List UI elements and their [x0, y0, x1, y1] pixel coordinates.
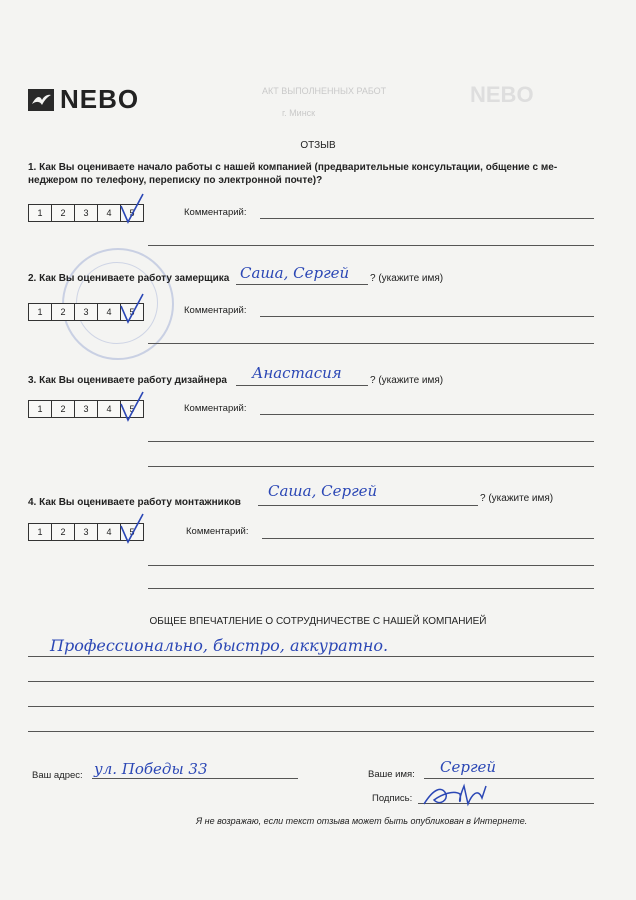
checkmark-q2-icon [118, 292, 146, 326]
ghost-logo: NEBO [470, 82, 534, 107]
checkmark-q4-icon [118, 512, 146, 546]
comment-line-q4-1[interactable] [262, 538, 594, 539]
comment-line-q3-3[interactable] [148, 466, 594, 467]
question-1-line-2: неджером по телефону, переписку по электронной почте)? [28, 175, 323, 186]
logo-text: NEBO [60, 84, 140, 114]
name-handwritten: Сергей [440, 758, 497, 776]
comment-label-q1: Комментарий: [184, 207, 247, 218]
rating-q4-3[interactable]: 3 [74, 523, 98, 541]
comment-label-q3: Комментарий: [184, 403, 247, 414]
rating-q1-2[interactable]: 2 [51, 204, 75, 222]
rating-q3-4[interactable]: 4 [97, 400, 121, 418]
comment-label-q2: Комментарий: [184, 305, 247, 316]
question-1 [28, 161, 618, 187]
question-1-line-1: 1. Как Вы оцениваете начало работы с нашей компанией (предварительные консультации, общение с ме- [28, 162, 558, 173]
name-hint-q4: ? (укажите имя) [480, 493, 554, 504]
rating-q2-1[interactable]: 1 [28, 303, 52, 321]
comment-line-q2-2[interactable] [148, 343, 594, 344]
rating-q1-5[interactable]: 5 [120, 204, 144, 222]
overall-title: ОБЩЕЕ ВПЕЧАТЛЕНИЕ О СОТРУДНИЧЕСТВЕ С НАШЕЙ КОМПАНИЕЙ [149, 616, 487, 627]
rating-q2-4[interactable]: 4 [97, 303, 121, 321]
question-4: 4. Как Вы оцениваете работу монтажников [28, 497, 241, 508]
name-line[interactable] [424, 778, 594, 779]
rating-q4-1[interactable]: 1 [28, 523, 52, 541]
rating-q4-2[interactable]: 2 [51, 523, 75, 541]
rating-q3-1[interactable]: 1 [28, 400, 52, 418]
name-label: Ваше имя: [368, 769, 415, 780]
name-line-q3[interactable] [236, 385, 368, 386]
rating-q2-5[interactable]: 5 [120, 303, 144, 321]
rating-q2-2[interactable]: 2 [51, 303, 75, 321]
question-2: 2. Как Вы оцениваете работу замерщика [28, 273, 230, 284]
address-handwritten: ул. Победы 33 [94, 760, 208, 778]
rating-q4-5[interactable]: 5 [120, 523, 144, 541]
ghost-act-title: АКТ ВЫПОЛНЕННЫХ РАБОТ [262, 86, 387, 96]
signature-mark-icon [420, 780, 500, 810]
checkmark-q3-icon [118, 390, 146, 424]
overall-handwritten-text: Профессионально, быстро, аккуратно. [50, 636, 389, 655]
comment-label-q4: Комментарий: [186, 526, 249, 537]
comment-line-q4-3[interactable] [148, 588, 594, 589]
form-title: ОТЗЫВ [300, 140, 336, 151]
bird-icon [28, 89, 54, 111]
handwritten-name-q4: Саша, Сергей [268, 482, 378, 500]
rating-q1-3[interactable]: 3 [74, 204, 98, 222]
rating-q2-3[interactable]: 3 [74, 303, 98, 321]
comment-line-q1-1[interactable] [260, 218, 594, 219]
name-hint-q2: ? (укажите имя) [370, 273, 444, 284]
nebo-logo [28, 84, 139, 115]
name-line-q2[interactable] [236, 284, 368, 285]
comment-line-q1-2[interactable] [148, 245, 594, 246]
question-3: 3. Как Вы оцениваете работу дизайнера [28, 375, 227, 386]
rating-q3-3[interactable]: 3 [74, 400, 98, 418]
name-line-q4[interactable] [258, 505, 478, 506]
handwritten-name-q2: Саша, Сергей [240, 264, 350, 282]
rating-q3-2[interactable]: 2 [51, 400, 75, 418]
address-line[interactable] [92, 778, 298, 779]
rating-q1-1[interactable]: 1 [28, 204, 52, 222]
comment-line-q2-1[interactable] [260, 316, 594, 317]
overall-line-4[interactable] [28, 731, 594, 732]
ghost-city: г. Минск [282, 108, 316, 118]
consent-note: Я не возражаю, если текст отзыва может быть опубликован в Интернете. [196, 816, 528, 826]
overall-line-1[interactable] [28, 656, 594, 657]
rating-q4-4[interactable]: 4 [97, 523, 121, 541]
overall-line-2[interactable] [28, 681, 594, 682]
rating-q3-5[interactable]: 5 [120, 400, 144, 418]
signature-label: Подпись: [372, 793, 413, 804]
checkmark-q1-icon [118, 192, 146, 226]
comment-line-q3-1[interactable] [260, 414, 594, 415]
handwritten-name-q3: Анастасия [252, 364, 342, 382]
name-hint-q3: ? (укажите имя) [370, 375, 444, 386]
comment-line-q4-2[interactable] [148, 565, 594, 566]
rating-q1-4[interactable]: 4 [97, 204, 121, 222]
overall-line-3[interactable] [28, 706, 594, 707]
comment-line-q3-2[interactable] [148, 441, 594, 442]
address-label: Ваш адрес: [32, 770, 83, 781]
